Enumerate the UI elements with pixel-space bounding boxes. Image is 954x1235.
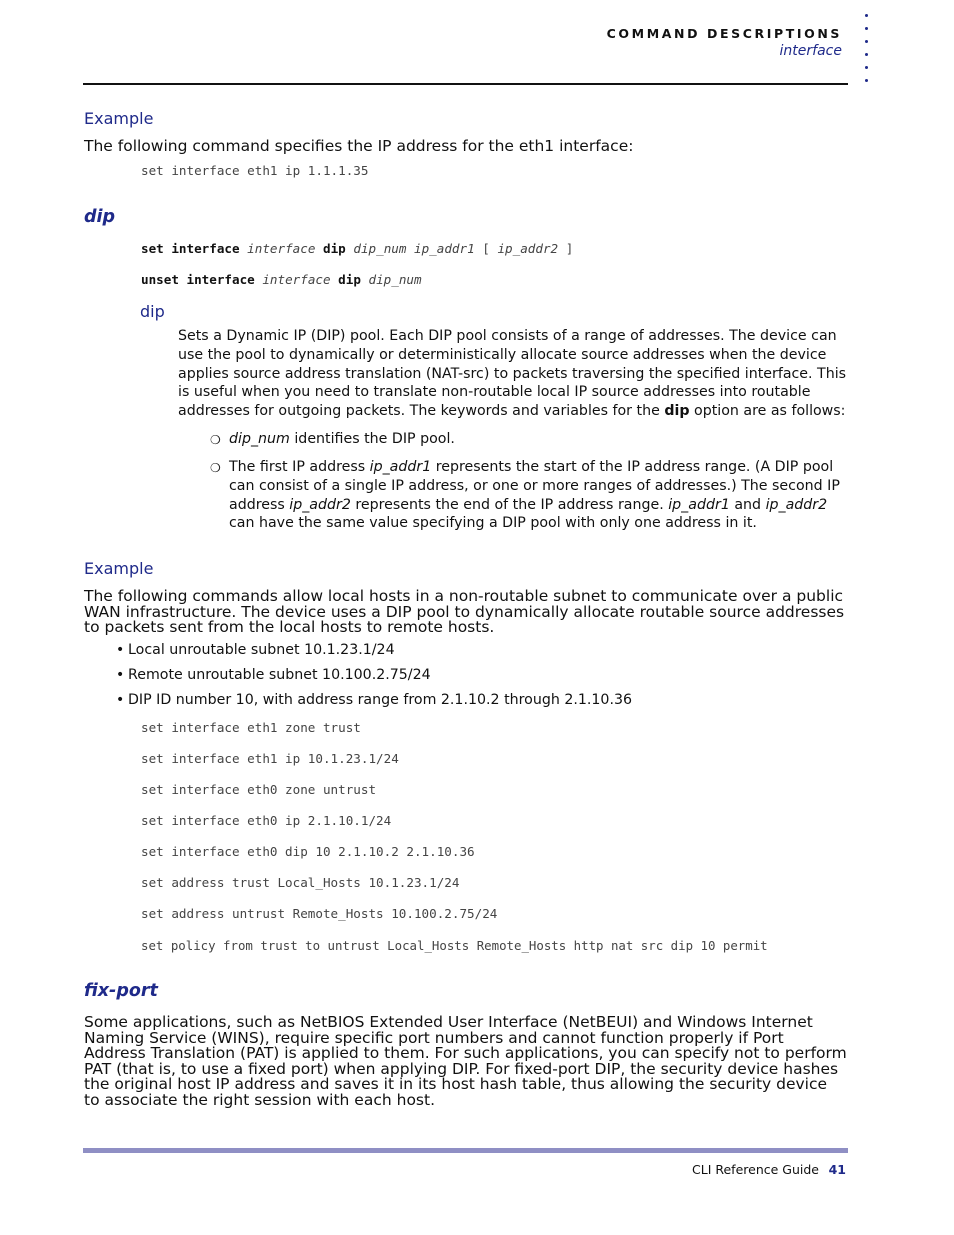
- example-code-line: set interface eth0 dip 10 2.1.10.2 2.1.10.36: [141, 844, 475, 859]
- dip-description: [178, 327, 858, 421]
- fix-port-heading: fix-port: [84, 981, 158, 1001]
- circle-bullet-icon: ❍: [210, 433, 221, 447]
- dip-heading: dip: [84, 207, 116, 227]
- dip-description-line: use the pool to dynamically or deterministically allocate source addresses when the device: [178, 346, 827, 363]
- list-item: DIP ID number 10, with address range from 2.1.10.2 through 2.1.10.36: [128, 692, 633, 708]
- example-heading: Example: [84, 109, 154, 128]
- example-code-line: set interface eth0 ip 2.1.10.1/24: [141, 813, 392, 828]
- dip-description-line: is useful when you need to translate non-routable local IP source addresses into routable: [178, 384, 811, 401]
- example-code-line: set interface eth1 ip 1.1.1.35: [141, 163, 369, 178]
- running-header-section: COMMAND DESCRIPTIONS: [606, 26, 842, 41]
- syntax-keyword: dip: [323, 241, 346, 256]
- dip-description-line: Sets a Dynamic IP (DIP) pool. Each DIP pool consists of a range of addresses. The device can: [178, 328, 837, 344]
- syntax-variable: dip_num ip_addr1: [353, 241, 475, 256]
- bullet-icon: •: [116, 692, 125, 708]
- list-item: Local unroutable subnet 10.1.23.1/24: [128, 642, 395, 658]
- footer-title: CLI Reference Guide: [692, 1162, 819, 1177]
- dip-syntax-unset: [141, 272, 422, 287]
- dip-description-line: applies source address translation (NAT-src) to packets traversing the specified interface. This: [178, 365, 847, 382]
- dip-description-line: addresses for outgoing packets. The keywords and variables for the dip option are as follows:: [178, 403, 846, 420]
- syntax-keyword: unset interface: [141, 272, 255, 287]
- list-item: dip_num identifies the DIP pool.: [229, 431, 455, 447]
- syntax-variable: interface: [262, 272, 331, 287]
- example-code-line: set address untrust Remote_Hosts 10.100.2.75/24: [141, 906, 498, 921]
- page-number: 41: [828, 1162, 846, 1177]
- syntax-keyword: dip: [338, 272, 361, 287]
- example-description: The following command specifies the IP address for the eth1 interface:: [84, 137, 634, 155]
- example-description: The following commands allow local hosts in a non-routable subnet to communicate over a public WAN infrastructure. The device uses a DIP pool to dynamically allocate routable source addresses to packets sent from the local hosts to remote hosts.: [84, 587, 845, 636]
- example-code-line: set interface eth1 ip 10.1.23.1/24: [141, 751, 399, 766]
- example-code-line: set policy from trust to untrust Local_Hosts Remote_Hosts http nat src dip 10 permit: [141, 938, 768, 953]
- syntax-bracket: ]: [565, 241, 574, 256]
- running-header-subsection: interface: [779, 43, 842, 59]
- list-item: The first IP address ip_addr1 represents the start of the IP address range. (A DIP pool can consist of a single IP address, or one or more ranges of addresses.) The second IP address ip_addr2 represents the end of the IP address range. ip_addr1 and ip_addr2 can have the same value specifying a DIP pool with only one address in it.: [229, 459, 840, 532]
- header-rule: [83, 83, 848, 85]
- dip-keyword-heading: dip: [140, 302, 165, 321]
- example-code-line: set address trust Local_Hosts 10.1.23.1/24: [141, 875, 460, 890]
- syntax-variable: dip_num: [368, 272, 422, 287]
- bullet-icon: •: [116, 642, 125, 658]
- syntax-bracket: [: [482, 241, 490, 256]
- dip-syntax-set: [141, 241, 573, 256]
- syntax-variable: interface: [247, 241, 316, 256]
- decorative-dots-icon: [864, 14, 870, 92]
- list-item: Remote unroutable subnet 10.100.2.75/24: [128, 667, 431, 683]
- example-heading: Example: [84, 559, 154, 578]
- footer-rule: [83, 1148, 848, 1153]
- syntax-variable: ip_addr2: [497, 241, 559, 256]
- circle-bullet-icon: ❍: [210, 461, 221, 475]
- bullet-icon: •: [116, 667, 125, 683]
- example-code-line: set interface eth0 zone untrust: [141, 782, 377, 797]
- example-code-line: set interface eth1 zone trust: [141, 720, 361, 735]
- syntax-keyword: set interface: [141, 241, 240, 256]
- fix-port-description: Some applications, such as NetBIOS Extended User Interface (NetBEUI) and Windows Internet Naming Service (WINS), require specific port numbers and cannot function properly if Port Address Translation (PAT) is applied to them. For such applications, you can specify not to perform PAT (that is, to use a fixed port) when applying DIP. For fixed-port DIP, the security device hashes the original host IP address and saves it in its host hash table, thus allowing the security device to associate the right session with each host.: [84, 1013, 847, 1109]
